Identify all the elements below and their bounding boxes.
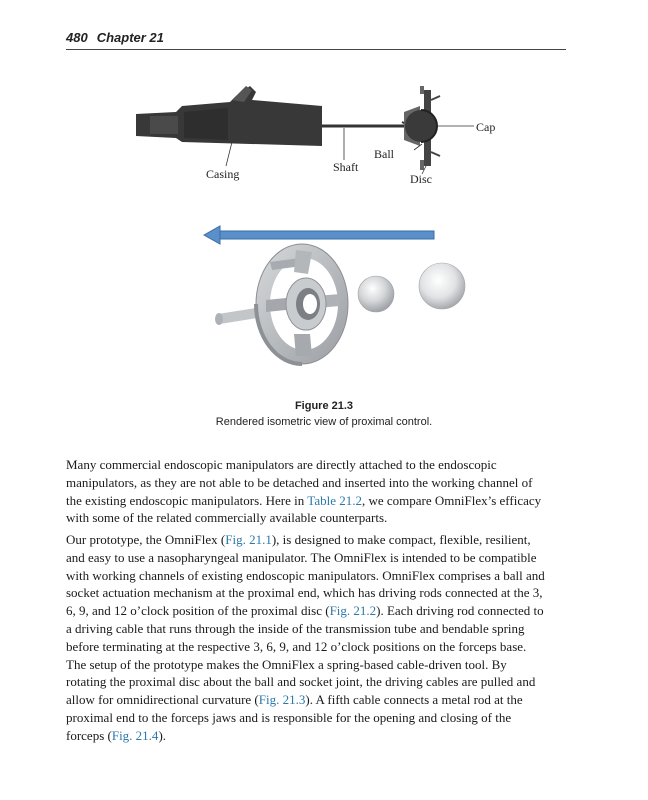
text-line: with some of the related commercially available counterparts. [66, 510, 388, 526]
text-run: forceps ( [66, 727, 112, 743]
label-ball: Ball [374, 147, 394, 161]
isometric-render [215, 244, 465, 364]
page-number: 480 [66, 30, 88, 45]
text-line [66, 691, 566, 709]
text-run: the existing endoscopic manipulators. Here in [66, 492, 308, 508]
casing-drawing [136, 86, 322, 146]
fig-21-1-link[interactable]: Fig. 21.1 [225, 532, 272, 547]
text-line: Many commercial endoscopic manipulators are directly attached to the endoscopic [66, 457, 497, 472]
label-cap: Cap [476, 120, 496, 134]
text-line: rotating the proximal disc about the ball and socket joint, the driving cables are pulled and [66, 674, 536, 690]
text-run: ). Each driving rod connected to [376, 603, 544, 619]
text-line: before terminating at the respective 3, 6, 9, and 12 o’clock positions on the forceps base. [66, 638, 527, 654]
text-run: Our prototype, the OmniFlex ( [66, 532, 226, 547]
direction-arrow [204, 226, 434, 244]
text-run: 6, 9, and 12 o’clock position of the proximal disc ( [66, 603, 330, 619]
text-line [66, 727, 566, 745]
text-line: with working channels of existing endoscopic manipulators. OmniFlex comprises a ball and [66, 567, 545, 583]
fig-21-3-link[interactable]: Fig. 21.3 [258, 692, 306, 708]
text-run: ). [158, 727, 167, 743]
text-run: , we compare OmniFlex’s efficacy [361, 492, 542, 508]
label-disc: Disc [410, 172, 432, 186]
text-line: proximal end to the forceps jaws and is responsible for the opening and closing of the [66, 709, 512, 725]
text-line: manipulators, as they are not able to be detached and inserted into the working channel of [66, 474, 533, 490]
text-run: allow for omnidirectional curvature ( [66, 692, 259, 708]
label-shaft: Shaft [333, 160, 359, 174]
text-line: The setup of the prototype makes the OmniFlex a spring-based cable-driven tool. By [66, 656, 507, 672]
table-21-2-link[interactable]: Table 21.2 [307, 492, 362, 508]
chapter-title: Chapter 21 [96, 30, 164, 45]
text-line: and easy to use a nasopharyngeal manipulator. The OmniFlex is intended to be compatible [66, 549, 537, 565]
paragraph-1 [66, 456, 566, 527]
fig-21-2-link[interactable]: Fig. 21.2 [329, 603, 377, 619]
figure-caption: Rendered isometric view of proximal control. [215, 416, 433, 428]
text-run: ), is designed to make compact, flexible, resilient, [271, 532, 531, 547]
text-line [66, 602, 566, 620]
text-run: ). A fifth cable connects a metal rod at the [305, 692, 523, 708]
paragraph-2 [66, 531, 566, 745]
label-casing: Casing [206, 167, 240, 181]
fig-21-4-link[interactable]: Fig. 21.4 [111, 727, 159, 743]
text-line [66, 492, 566, 510]
text-line: a driving cable that runs through the inside of the transmission tube and bendable spring [66, 620, 525, 636]
text-line [66, 531, 566, 549]
text-line: socket actuation mechanism at the proximal end, which has driving rods connected at the 3, [66, 585, 543, 601]
figure-label: Figure 21.3 [294, 400, 354, 412]
